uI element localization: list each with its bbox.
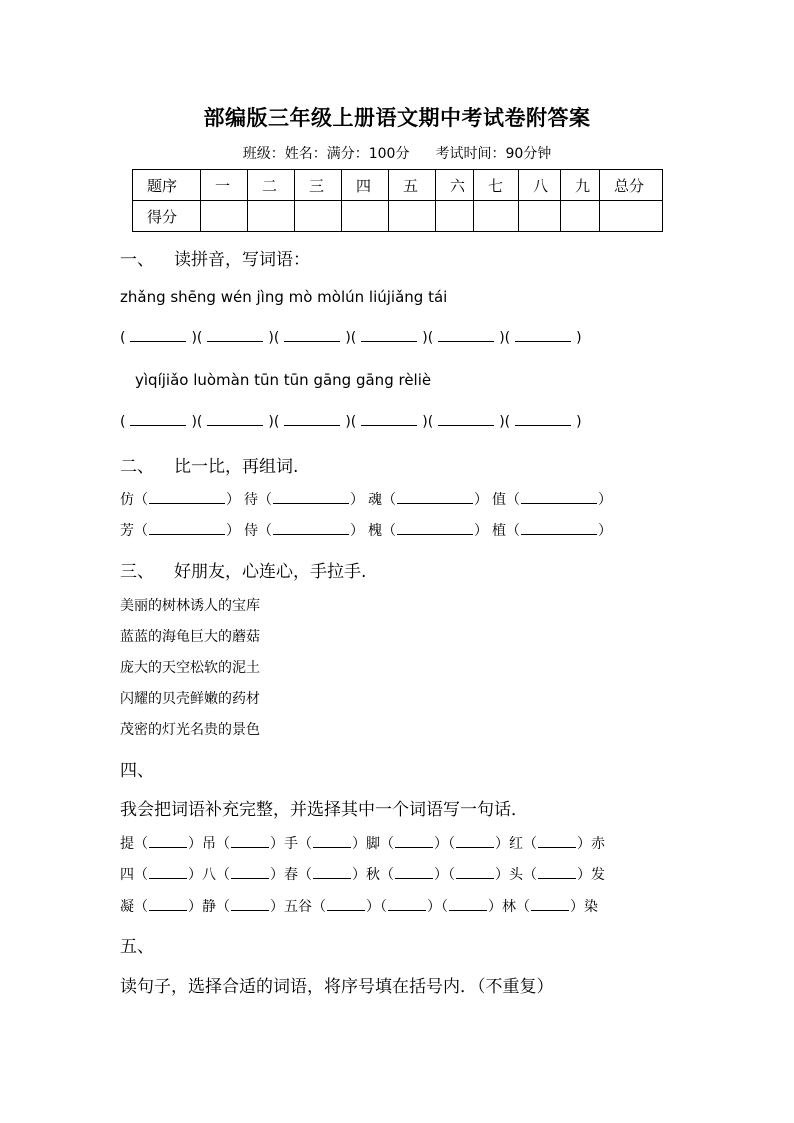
- section3-heading: [120, 557, 366, 582]
- section-title: 读拼音，写词语：: [174, 250, 310, 270]
- score-table: [132, 169, 663, 232]
- score-cell[interactable]: [342, 201, 389, 232]
- header-cell: 二: [248, 170, 295, 201]
- score-cell[interactable]: [295, 201, 342, 232]
- char: 槐: [368, 523, 382, 539]
- match-line: 庞大的天空松软的泥土: [120, 660, 260, 676]
- match-line: 茂密的灯光名贵的景色: [120, 722, 260, 738]
- score-cell[interactable]: [389, 201, 436, 232]
- char: 值: [492, 492, 506, 508]
- char: 芳: [120, 523, 134, 539]
- header-cell: 九: [561, 170, 600, 201]
- score-cell[interactable]: [519, 201, 561, 232]
- header-cell: 六: [436, 170, 474, 201]
- char: 仿: [120, 492, 134, 508]
- header-cell: 总分: [600, 170, 663, 201]
- score-cell[interactable]: [474, 201, 519, 232]
- char: 赤: [591, 836, 605, 852]
- section-number: 一、: [120, 250, 154, 270]
- answer-blank-row-2[interactable]: ( )( )( )( )( )( ): [120, 414, 582, 430]
- char: 脚: [366, 836, 380, 852]
- header-cell: 三: [295, 170, 342, 201]
- char: 发: [591, 867, 605, 883]
- header-cell: 七: [474, 170, 519, 201]
- score-cell[interactable]: [436, 201, 474, 232]
- section1-heading: [120, 245, 310, 270]
- score-cell[interactable]: [248, 201, 295, 232]
- header-cell: 五: [389, 170, 436, 201]
- answer-blank-row-1[interactable]: ( )( )( )( )( )( ): [120, 330, 582, 346]
- char: 林: [502, 899, 516, 915]
- char: 红: [509, 836, 523, 852]
- char: 染: [584, 899, 598, 915]
- section-number: 二、: [120, 457, 154, 477]
- section-title: 好朋友，心连心，手拉手.: [174, 562, 367, 582]
- char: 植: [492, 523, 506, 539]
- score-table-score-row: [133, 201, 663, 232]
- char: 魂: [368, 492, 382, 508]
- char: 八: [202, 867, 216, 883]
- pinyin-line-1: zhǎng shēng wén jìng mò mòlún liújiǎng tái: [120, 288, 448, 306]
- class-name-score-info: 班级：姓名：满分：100分: [242, 146, 410, 162]
- header-cell: 一: [201, 170, 248, 201]
- score-row-label: 得分: [133, 201, 201, 232]
- section5-instruction: 读句子，选择合适的词语，将序号填在括号内．（不重复）: [120, 977, 554, 997]
- char: 侍: [244, 523, 258, 539]
- fill-row-1[interactable]: 提（ ）吊（ ）手（ ）脚（ ）（ ）红（ ）赤: [120, 836, 605, 852]
- section5-number: 五、: [120, 937, 154, 957]
- fill-row-3[interactable]: 凝（ ）静（ ）五谷（ ）（ ）（ ）林（ ）染: [120, 899, 598, 915]
- char: 凝: [120, 899, 134, 915]
- section-number: 三、: [120, 562, 154, 582]
- section4-instruction: 我会把词语补充完整，并选择其中一个词语写一句话．: [120, 800, 528, 820]
- match-line: 美丽的树林诱人的宝库: [120, 598, 260, 614]
- header-cell: 八: [519, 170, 561, 201]
- char: 五谷: [284, 899, 312, 915]
- match-line: 蓝蓝的海龟巨大的蘑菇: [120, 629, 260, 645]
- char: 秋: [366, 867, 380, 883]
- score-cell[interactable]: [201, 201, 248, 232]
- exam-time: 考试时间：90分钟: [435, 146, 552, 162]
- section2-heading: [120, 452, 298, 477]
- char: 四: [120, 867, 134, 883]
- header-cell: 题序: [133, 170, 201, 201]
- char: 待: [244, 492, 258, 508]
- fill-row-2[interactable]: 四（ ）八（ ）春（ ）秋（ ）（ ）头（ ）发: [120, 867, 605, 883]
- score-cell[interactable]: [561, 201, 600, 232]
- pinyin-line-2: yìqíjiǎo luòmàn tūn tūn gāng gāng rèliè: [135, 371, 432, 389]
- char: 提: [120, 836, 134, 852]
- char: 手: [284, 836, 298, 852]
- section4-number: 四、: [120, 761, 154, 781]
- char: 头: [509, 867, 523, 883]
- char: 春: [284, 867, 298, 883]
- header-cell: 四: [342, 170, 389, 201]
- score-cell[interactable]: [600, 201, 663, 232]
- char: 静: [202, 899, 216, 915]
- page-title: 部编版三年级上册语文期中考试卷附答案: [203, 105, 591, 130]
- exam-info: [0, 143, 794, 163]
- section-title: 比一比，再组词.: [174, 457, 299, 477]
- match-line: 闪耀的贝壳鲜嫩的药材: [120, 691, 260, 707]
- score-table-header-row: [133, 170, 663, 201]
- compare-row-2[interactable]: 芳（ ） 侍（ ） 槐（ ） 植（ ）: [120, 523, 612, 539]
- compare-row-1[interactable]: 仿（ ） 待（ ） 魂（ ） 值（ ）: [120, 492, 612, 508]
- char: 吊: [202, 836, 216, 852]
